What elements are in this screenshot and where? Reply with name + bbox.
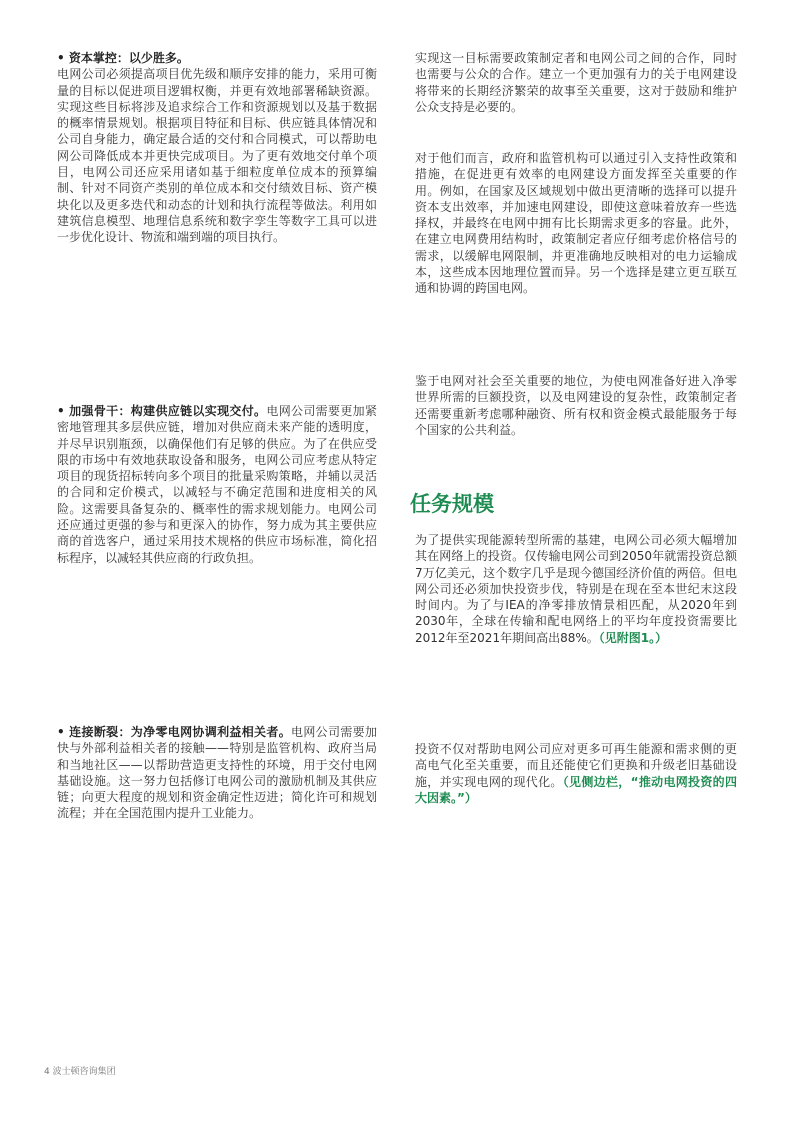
sidebar-reference-link[interactable]: （见侧边栏，“推动电网投资的四大因素。”）	[415, 774, 737, 805]
bullet-title: • 资本掌控：以少胜多。	[57, 51, 189, 65]
bullet-text: 电网公司需要加快与外部利益相关者的接触——特别是监管机构、政府当局和当地社区——以帮助营造更支持性的环境，用于交付电网基础设施。这一努力包括修订电网公司的激励机制及其供应链；向更大程度的规划和资金确定性迈进；简化许可和规划流程；并在全国范围内提升工业能力。	[57, 725, 377, 821]
paragraph-modernization	[415, 741, 737, 806]
bullet-supply-chain	[57, 403, 377, 566]
paragraph-investment-scale	[415, 532, 737, 646]
bullet-stakeholders	[57, 724, 377, 822]
section-heading: 任务规模	[410, 492, 494, 516]
bullet-title: • 加强骨干：构建供应链以实现交付。	[57, 404, 267, 418]
paragraph-text: 为了提供实现能源转型所需的基建，电网公司必须大幅增加其在网络上的投资。仅传输电网公司到2050年就需投资总额7万亿美元，这个数字几乎是现今德国经济价值的两倍。但电网公司还必须加快投资步伐，特别是在现在至本世纪末这段时间内。为了与IEA的净零排放情景相匹配，从2020年到2030年，全球在传输和配电网络上的平均年度投资需要比2012年至2021年期间高出88%。	[415, 533, 737, 645]
paragraph-regulators: 对于他们而言，政府和监管机构可以通过引入支持性政策和措施，在促进更有效率的电网建设方面发挥至关重要的作用。例如，在国家及区域规划中做出更清晰的选择可以提升资本支出效率，并加速电网建设，即使这意味着放弃一些选择权，并最终在电网中拥有比长期需求更多的容量。此外，在建立电网费用结构时，政策制定者应仔细考虑价格信号的需求，以缓解电网限制，并更准确地反映相对的电力运输成本，这些成本因地理位置而异。另一个选择是建立更互联互通和协调的跨国电网。	[415, 151, 737, 296]
paragraph-text: 投资不仅对帮助电网公司应对更多可再生能源和需求侧的更高电气化至关重要，而且还能使它们更换和升级老旧基础设施，并实现电网的现代化。	[415, 742, 737, 789]
figure-reference-link[interactable]: （见附图1。）	[598, 630, 668, 645]
bullet-text: 电网公司需要更加紧密地管理其多层供应链，增加对供应商未来产能的透明度，并尽早识别瓶颈，以确保他们有足够的供应。为了在供应受限的市场中有效地获取设备和服务，电网公司应考虑从特定项目的现货招标转向多个项目的批量采购策略，并辅以灵活的合同和定价模式，以减轻与不确定范围和进度相关的风险。这需要具备复杂的、概率性的需求规划能力。电网公司还应通过更强的参与和更深入的协作，努力成为其主要供应商的首选客户，通过采用技术规格的供应市场标准，简化招标程序，以减轻其供应商的行政负担。	[57, 404, 377, 565]
paragraph-cooperation: 实现这一目标需要政策制定者和电网公司之间的合作，同时也需要与公众的合作。建立一个更加强有力的关于电网建设将带来的长期经济繁荣的故事至关重要，这对于鼓励和维护公众支持是必要的。	[415, 51, 737, 114]
bullet-capital-control	[57, 50, 377, 246]
bullet-title: • 连接断裂：为净零电网协调利益相关者。	[57, 725, 292, 739]
page-footer: 4 波士顿咨询集团	[44, 1067, 116, 1077]
bullet-text: 电网公司必须提高项目优先级和顺序安排的能力，采用可衡量的目标以促进项目逻辑权衡，并更有效地部署稀缺资源。实现这些目标将涉及追求综合工作和资源规划以及基于数据的概率情景规划。根据项目特征和目标、供应链具体情况和公司自身能力，确定最合适的交付和合同模式，可以帮助电网公司降低成本并更快完成项目。为了更有效地交付单个项目，电网公司还应采用诸如基于细粒度单位成本的预算编制、针对不同资产类别的单位成本和交付绩效目标、资产模块化以及更多迭代和动态的计划和执行流程等做法。利用如建筑信息模型、地理信息系统和数字孪生等数字工具可以进一步优化设计、物流和端到端的项目执行。	[57, 67, 377, 245]
paragraph-financing: 鉴于电网对社会至关重要的地位，为使电网准备好进入净零世界所需的巨额投资，以及电网建设的复杂性，政策制定者还需要重新考虑哪种融资、所有权和资金模式最能服务于每个国家的公共利益。	[415, 374, 737, 437]
